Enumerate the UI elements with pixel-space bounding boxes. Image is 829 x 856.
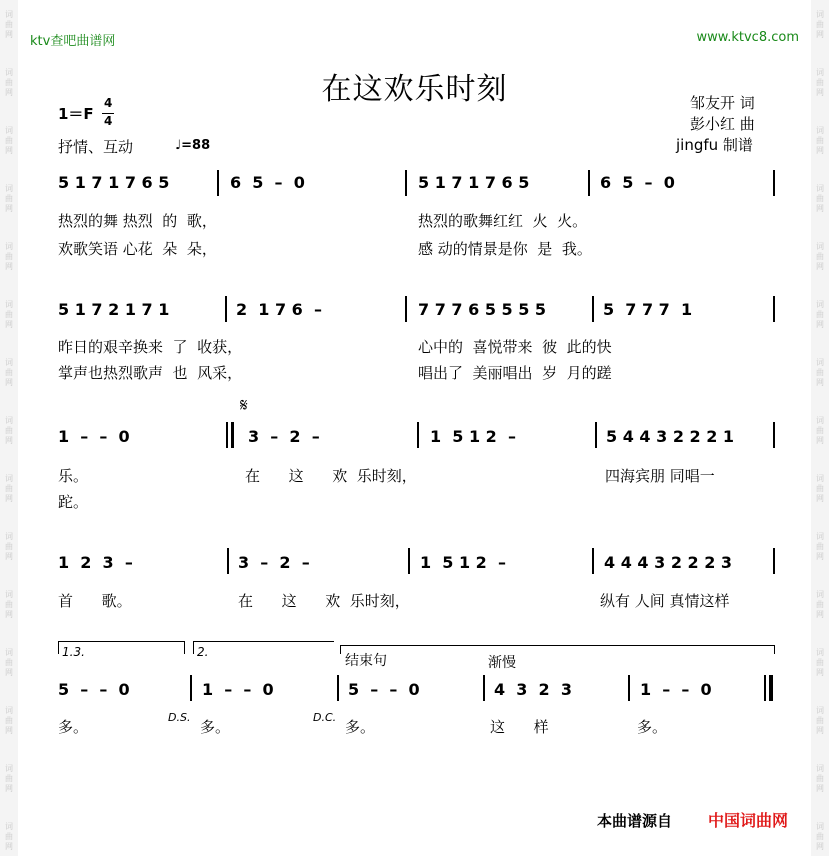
barline (337, 675, 339, 701)
barline (628, 675, 630, 701)
volta-1-label: 1.3. (62, 645, 85, 659)
tempo-marking: ♩=88 (175, 138, 211, 153)
lyric-line: 唱出了 美丽唱出 岁 月的蹉 (418, 364, 612, 382)
repeat-barline (226, 422, 228, 448)
barline (408, 548, 410, 574)
side-watermark-text: 词 曲 网 (5, 358, 13, 387)
barline (227, 548, 229, 574)
site-watermark-left[interactable]: ktv查吧曲谱网 (30, 34, 116, 49)
side-watermark-text: 词 曲 网 (5, 474, 13, 503)
side-watermark-text: 词 曲 网 (816, 68, 824, 97)
lyric-line: 感 动的情景是你 是 我。 (418, 240, 592, 258)
da-capo-marking: D.C. (313, 711, 337, 724)
side-watermark-text: 词 曲 网 (816, 764, 824, 793)
side-watermark-text: 词 曲 网 (5, 764, 13, 793)
lyric-line: 乐。 (58, 467, 89, 485)
side-watermark-text: 词 曲 网 (816, 242, 824, 271)
barline (588, 170, 590, 196)
side-watermark-text: 词 曲 网 (5, 590, 13, 619)
barline (595, 422, 597, 448)
time-signature-top: 4 (104, 96, 113, 110)
measure-1-3: 5 1 7 1 7 6 5 (418, 173, 530, 192)
time-signature-bottom: 4 (104, 114, 113, 128)
lyric-line: 多。 (637, 718, 668, 736)
composer-credit: 彭小红 曲 (690, 115, 755, 133)
song-title: 在这欢乐时刻 (321, 72, 508, 107)
barline (773, 422, 775, 448)
side-watermark-text: 词 曲 网 (816, 706, 824, 735)
barline (417, 422, 419, 448)
side-watermark-text: 词 曲 网 (5, 68, 13, 97)
lyric-line: 这 样 (490, 718, 549, 736)
side-watermark-text: 词 曲 网 (5, 822, 13, 851)
measure-4-4: 4 4 4 3 2 2 2 3 (604, 553, 733, 572)
repeat-end-barline (190, 675, 192, 701)
measure-2-1: 5 1 7 2 1 7 1 (58, 300, 170, 319)
measure-3-2: 3 – 2 – (248, 427, 320, 446)
measure-2-4: 5 7 7 7 1 (603, 300, 693, 319)
dal-segno-marking: D.S. (168, 711, 191, 724)
lyricist-credit: 邹友开 词 (690, 94, 755, 112)
source-site-link[interactable]: 中国词曲网 (708, 811, 789, 830)
side-watermark-text: 词 曲 网 (5, 126, 13, 155)
lyric-line: 昨日的艰辛换来 了 收获， (58, 338, 243, 356)
barline (217, 170, 219, 196)
arranger-credit: jingfu 制谱 (676, 136, 753, 154)
measure-3-1: 1 – – 0 (58, 427, 130, 446)
final-barline-thick (769, 675, 773, 701)
final-barline-thin (764, 675, 766, 701)
volta-2-label: 2. (197, 645, 209, 659)
measure-2-2: 2 1 7 6 – (236, 300, 322, 319)
side-watermark-text: 词 曲 网 (816, 10, 824, 39)
side-watermark-text: 词 曲 网 (816, 126, 824, 155)
ending-phrase-label: 结束句 (345, 653, 387, 669)
side-watermark-text: 词 曲 网 (5, 242, 13, 271)
side-watermark-text: 词 曲 网 (5, 416, 13, 445)
measure-1-4: 6 5 – 0 (600, 173, 675, 192)
side-watermark-text: 词 曲 网 (5, 706, 13, 735)
measure-1-2: 6 5 – 0 (230, 173, 305, 192)
measure-5-1: 5 – – 0 (58, 680, 130, 699)
barline (405, 296, 407, 322)
lyric-line: 在 这 欢 乐时刻， (245, 467, 417, 485)
barline (773, 296, 775, 322)
measure-2-3: 7 7 7 6 5 5 5 5 (418, 300, 547, 319)
measure-5-5: 1 – – 0 (640, 680, 712, 699)
side-watermark-text: 词 曲 网 (816, 590, 824, 619)
barline (592, 296, 594, 322)
barline (405, 170, 407, 196)
side-watermark-text: 词 曲 网 (5, 10, 13, 39)
lyric-line: 热烈的舞 热烈 的 歌， (58, 212, 217, 230)
volta-bracket-2 (193, 641, 334, 654)
lyric-line: 首 歌。 (58, 592, 132, 610)
site-watermark-right[interactable]: www.ktvc8.com (696, 30, 799, 45)
measure-5-2: 1 – – 0 (202, 680, 274, 699)
measure-5-3: 5 – – 0 (348, 680, 420, 699)
barline (483, 675, 485, 701)
lyric-line: 纵有 人间 真情这样 (600, 592, 730, 610)
mood-marking: 抒情、互动 (58, 138, 134, 156)
ending-bracket (340, 645, 775, 654)
lyric-line: 掌声也热烈歌声 也 风采， (58, 364, 243, 382)
lyric-line: 热烈的歌舞红红 火 火。 (418, 212, 588, 230)
lyric-line: 多。 (200, 718, 231, 736)
lyric-line: 跎。 (58, 493, 89, 511)
right-watermark-strip (811, 0, 829, 856)
ritardando-marking: 渐慢 (488, 655, 516, 671)
side-watermark-text: 词 曲 网 (816, 416, 824, 445)
lyric-line: 四海宾朋 同唱一 (605, 467, 715, 485)
lyric-line: 多。 (58, 718, 89, 736)
measure-4-2: 3 – 2 – (238, 553, 310, 572)
measure-4-1: 1 2 3 – (58, 553, 133, 572)
measure-1-1: 5 1 7 1 7 6 5 (58, 173, 170, 192)
side-watermark-text: 词 曲 网 (816, 474, 824, 503)
measure-5-4: 4 3 2 3 (494, 680, 572, 699)
side-watermark-text: 词 曲 网 (5, 300, 13, 329)
side-watermark-text: 词 曲 网 (816, 300, 824, 329)
lyric-line: 在 这 欢 乐时刻， (238, 592, 410, 610)
barline (773, 170, 775, 196)
lyric-line: 欢歌笑语 心花 朵 朵， (58, 240, 217, 258)
source-label: 本曲谱源自 (597, 812, 673, 830)
side-watermark-text: 词 曲 网 (5, 184, 13, 213)
lyric-line: 心中的 喜悦带来 彼 此的快 (418, 338, 612, 356)
measure-4-3: 1 5 1 2 – (420, 553, 506, 572)
side-watermark-text: 词 曲 网 (816, 648, 824, 677)
side-watermark-text: 词 曲 网 (816, 822, 824, 851)
side-watermark-text: 词 曲 网 (816, 184, 824, 213)
segno-sign: 𝄋 (240, 395, 248, 416)
measure-3-4: 5 4 4 3 2 2 2 1 (606, 427, 735, 446)
side-watermark-text: 词 曲 网 (816, 358, 824, 387)
lyric-line: 多。 (345, 718, 376, 736)
side-watermark-text: 词 曲 网 (816, 532, 824, 561)
side-watermark-text: 词 曲 网 (5, 532, 13, 561)
barline (592, 548, 594, 574)
barline (773, 548, 775, 574)
key-signature: 1＝F (58, 105, 94, 123)
repeat-barline-thick (231, 422, 234, 448)
measure-3-3: 1 5 1 2 – (430, 427, 516, 446)
left-watermark-strip (0, 0, 18, 856)
barline (225, 296, 227, 322)
side-watermark-text: 词 曲 网 (5, 648, 13, 677)
